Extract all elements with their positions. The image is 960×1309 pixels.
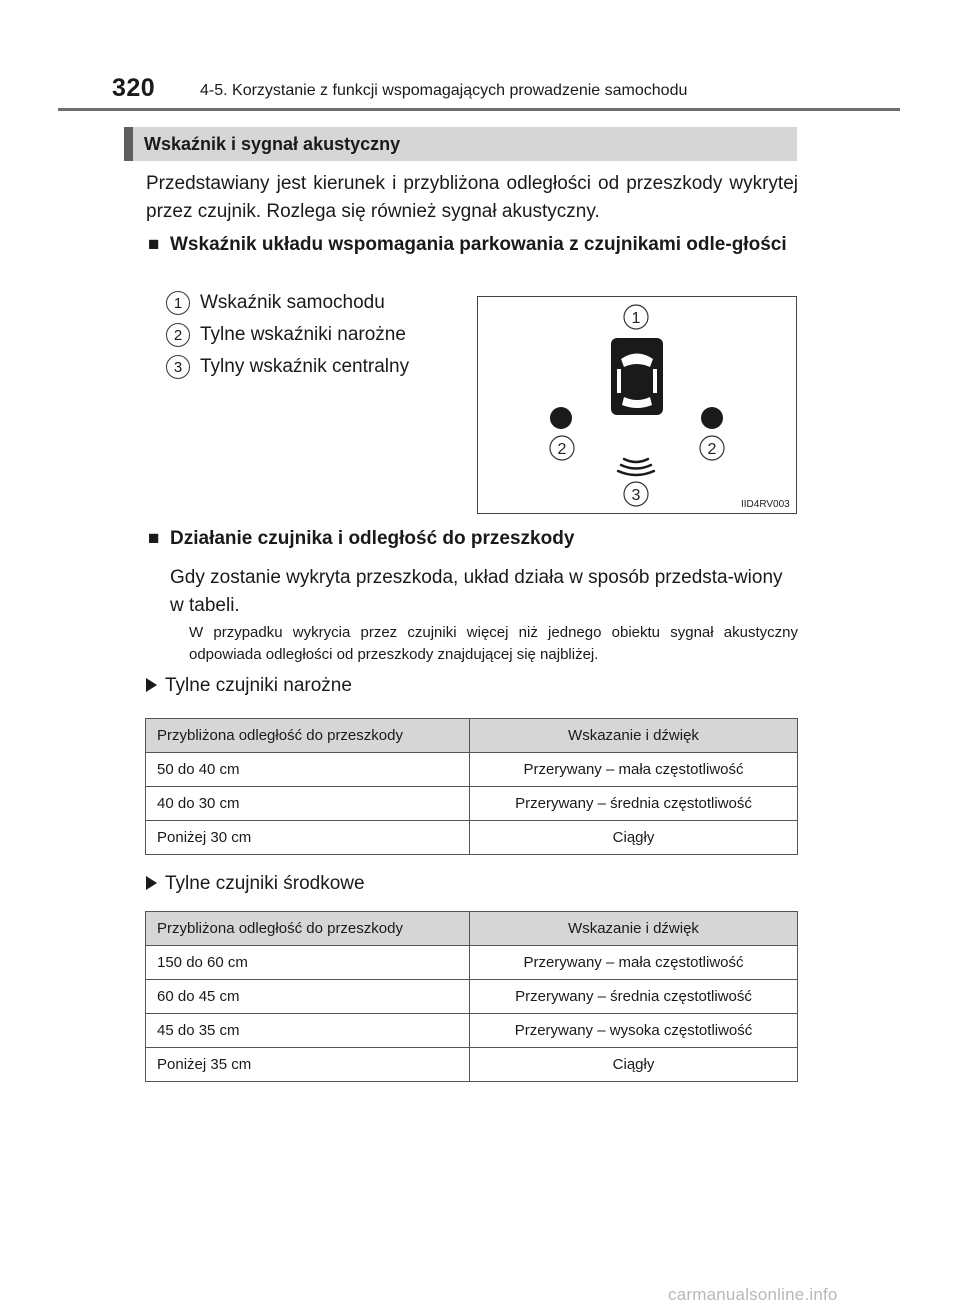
table-heading-center (146, 873, 365, 895)
rear-left-indicator-icon (550, 407, 572, 429)
distance-cell: Poniżej 30 cm (146, 821, 470, 855)
indication-cell: Przerywany – mała częstotliwość (470, 753, 798, 787)
callout-number: 1 (166, 291, 190, 315)
triangle-bullet-icon (146, 678, 157, 692)
subsection-heading-indicator (148, 231, 798, 258)
indication-cell: Ciągły (470, 1048, 798, 1082)
section-heading: Wskaźnik i sygnał akustyczny (124, 127, 797, 161)
operation-paragraph: Gdy zostanie wykryta przeszkoda, układ działa w sposób przedsta-wiony w tabeli. (170, 567, 783, 616)
chapter-title: 4-5. Korzystanie z funkcji wspomagających prowadzenie samochodu (200, 82, 688, 99)
callout-3-icon (624, 482, 648, 506)
column-header: Przybliżona odległość do przeszkody (146, 719, 470, 753)
table-header-row (146, 912, 798, 946)
callout-label-2-left: 2 (557, 441, 567, 458)
callout-2-right-icon (700, 436, 724, 460)
callout-1-icon (624, 305, 648, 329)
legend-item (166, 354, 409, 380)
square-bullet-icon: ■ (148, 234, 160, 255)
table-row (146, 1014, 798, 1048)
parking-indicator-diagram (477, 296, 797, 514)
callout-label-2-right: 2 (707, 441, 717, 458)
indication-cell: Przerywany – średnia częstotliwość (470, 980, 798, 1014)
distance-cell: 45 do 35 cm (146, 1014, 470, 1048)
table-heading-text: Tylne czujniki narożne (165, 675, 352, 696)
indication-cell: Ciągły (470, 821, 798, 855)
watermark: carmanualsonline.info (668, 1285, 838, 1304)
car-indicator-icon (611, 338, 663, 415)
indication-cell: Przerywany – średnia częstotliwość (470, 787, 798, 821)
callout-2-left-icon (550, 436, 574, 460)
table-heading-corner (146, 675, 352, 697)
legend-label: Tylne wskaźniki narożne (200, 324, 406, 345)
table-header-row (146, 719, 798, 753)
column-header: Wskazanie i dźwięk (470, 719, 798, 753)
operation-note: W przypadku wykrycia przez czujniki więcej niż jednego obiektu sygnał akustyczny odpowiada odległości od przeszkody znajdującej się najbliżej. (189, 624, 798, 663)
distance-cell: 60 do 45 cm (146, 980, 470, 1014)
indication-cell: Przerywany – wysoka częstotliwość (470, 1014, 798, 1048)
table-row (146, 1048, 798, 1082)
header-rule (58, 108, 900, 111)
table-row (146, 787, 798, 821)
figure-code: IID4RV003 (741, 499, 790, 510)
intro-paragraph: Przedstawiany jest kierunek i przybliżona odległości od przeszkody wykrytej przez czujnik. Rozlega się również sygnał akustyczny. (146, 173, 798, 222)
table-heading-text: Tylne czujniki środkowe (165, 873, 365, 894)
triangle-bullet-icon (146, 876, 157, 890)
distance-cell: Poniżej 35 cm (146, 1048, 470, 1082)
table-row (146, 821, 798, 855)
square-bullet-icon: ■ (148, 528, 160, 549)
indication-cell: Przerywany – mała częstotliwość (470, 946, 798, 980)
callout-label-1: 1 (631, 310, 641, 327)
column-header: Przybliżona odległość do przeszkody (146, 912, 470, 946)
legend-label: Tylny wskaźnik centralny (200, 356, 410, 377)
distance-cell: 40 do 30 cm (146, 787, 470, 821)
callout-number: 2 (166, 323, 190, 347)
subsection-heading-operation (148, 527, 798, 551)
callout-label-3: 3 (631, 487, 641, 504)
table-row (146, 980, 798, 1014)
center-sensors-table (145, 911, 798, 1082)
distance-cell: 150 do 60 cm (146, 946, 470, 980)
page-number: 320 (112, 74, 156, 102)
callout-number: 3 (166, 355, 190, 379)
subsection-title: Działanie czujnika i odległość do przeszkody (170, 528, 575, 549)
distance-cell: 50 do 40 cm (146, 753, 470, 787)
legend-label: Wskaźnik samochodu (200, 292, 385, 313)
legend-item (166, 290, 385, 316)
column-header: Wskazanie i dźwięk (470, 912, 798, 946)
corner-sensors-table (145, 718, 798, 855)
table-row (146, 946, 798, 980)
rear-center-indicator-icon (618, 459, 654, 475)
rear-right-indicator-icon (701, 407, 723, 429)
table-row (146, 753, 798, 787)
diagram-svg (478, 297, 796, 513)
legend-item (166, 322, 406, 348)
subsection-title: Wskaźnik układu wspomagania parkowania z czujnikami odle-głości (170, 234, 787, 255)
